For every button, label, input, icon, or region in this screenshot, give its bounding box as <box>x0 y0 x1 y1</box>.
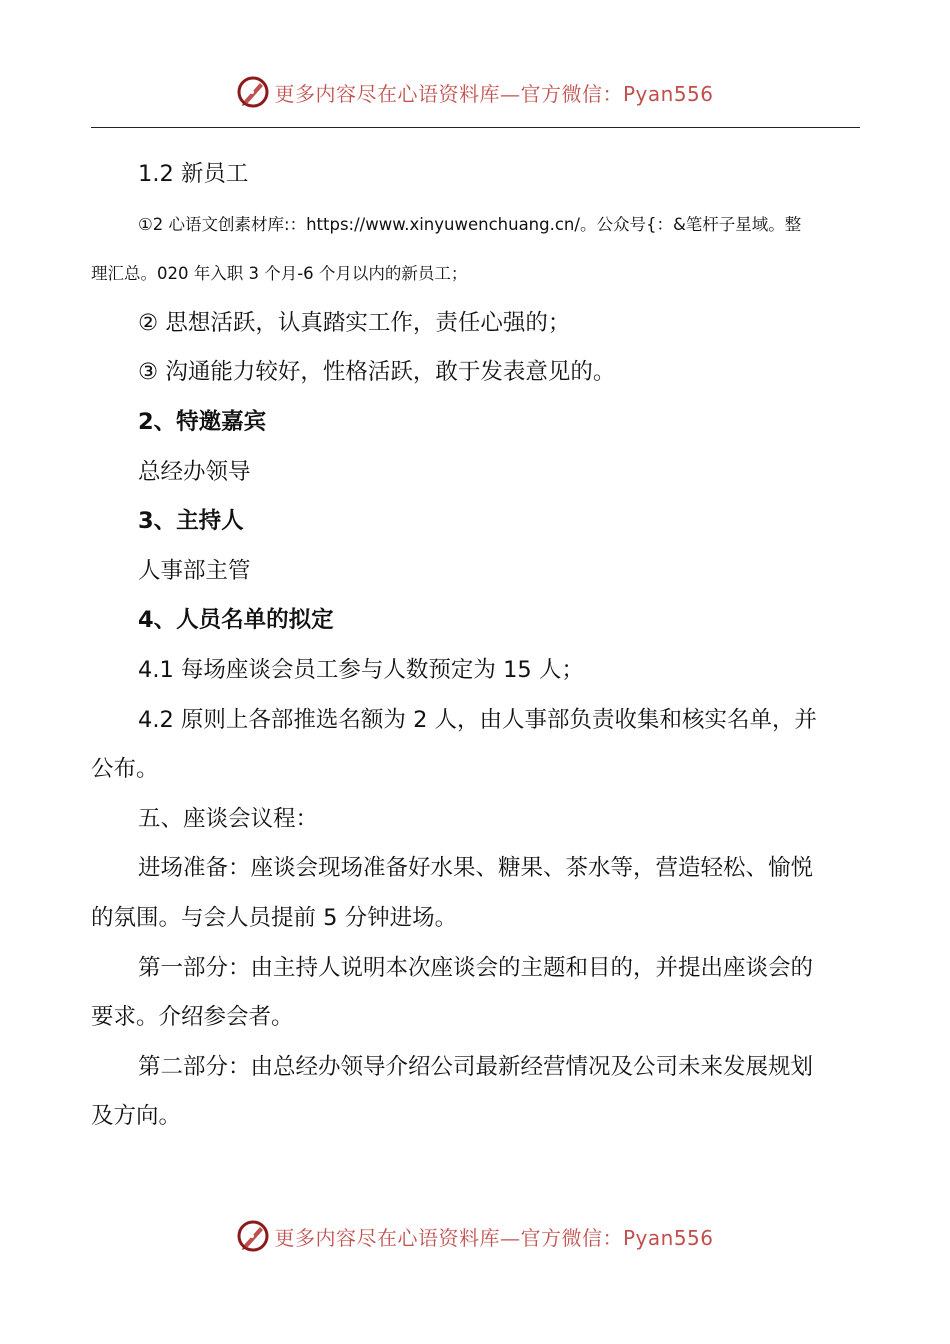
paragraph: 人事部主管 <box>138 557 251 584</box>
paragraph: 公布。 <box>91 756 159 783</box>
footer-banner-text: 更多内容尽在心语资料库—官方微信：Pyan556 <box>274 1225 714 1250</box>
section-heading: 4、人员名单的拟定 <box>138 607 334 634</box>
paragraph: 要求。介绍参会者。 <box>91 1004 294 1031</box>
pen-logo-icon <box>236 75 270 109</box>
paragraph: 第一部分：由主持人说明本次座谈会的主题和目的，并提出座谈会的 <box>138 954 814 981</box>
paragraph: 4.1 每场座谈会员工参与人数预定为 15 人； <box>138 656 584 683</box>
section-heading: 2、特邀嘉宾 <box>138 408 267 435</box>
page-header-banner <box>0 72 950 112</box>
wechat-id: Pyan556 <box>622 81 714 106</box>
wechat-id: Pyan556 <box>622 1225 714 1250</box>
paragraph: 的氛围。与会人员提前 5 分钟进场。 <box>91 904 458 931</box>
paragraph: ①2 心语文创素材库:：https://www.xinyuwenchuang.cn/。公众号{：&笔杆子星域。整 <box>138 214 802 234</box>
paragraph: ② 思想活跃，认真踏实工作，责任心强的； <box>138 309 571 336</box>
paragraph: 进场准备：座谈会现场准备好水果、糖果、茶水等，营造轻松、愉悦 <box>138 855 814 882</box>
paragraph: 五、座谈会议程： <box>138 805 319 832</box>
paragraph: 第二部分：由总经办领导介绍公司最新经营情况及公司未来发展规划 <box>138 1053 814 1080</box>
section-heading: 3、主持人 <box>138 508 244 535</box>
paragraph: ③ 沟通能力较好，性格活跃，敢于发表意见的。 <box>138 359 616 386</box>
pen-logo-icon <box>236 1219 270 1253</box>
paragraph: 及方向。 <box>91 1103 182 1130</box>
paragraph: 总经办领导 <box>138 458 251 485</box>
header-banner-text: 更多内容尽在心语资料库—官方微信：Pyan556 <box>274 81 714 106</box>
page-footer-banner <box>0 1216 950 1256</box>
header-divider <box>91 127 860 128</box>
paragraph: 理汇总。020 年入职 3 个月-6 个月以内的新员工； <box>91 264 468 284</box>
document-body <box>91 150 860 1142</box>
paragraph: 1.2 新员工 <box>138 161 249 187</box>
paragraph: 4.2 原则上各部推选名额为 2 人，由人事部负责收集和核实名单，并 <box>138 706 818 733</box>
